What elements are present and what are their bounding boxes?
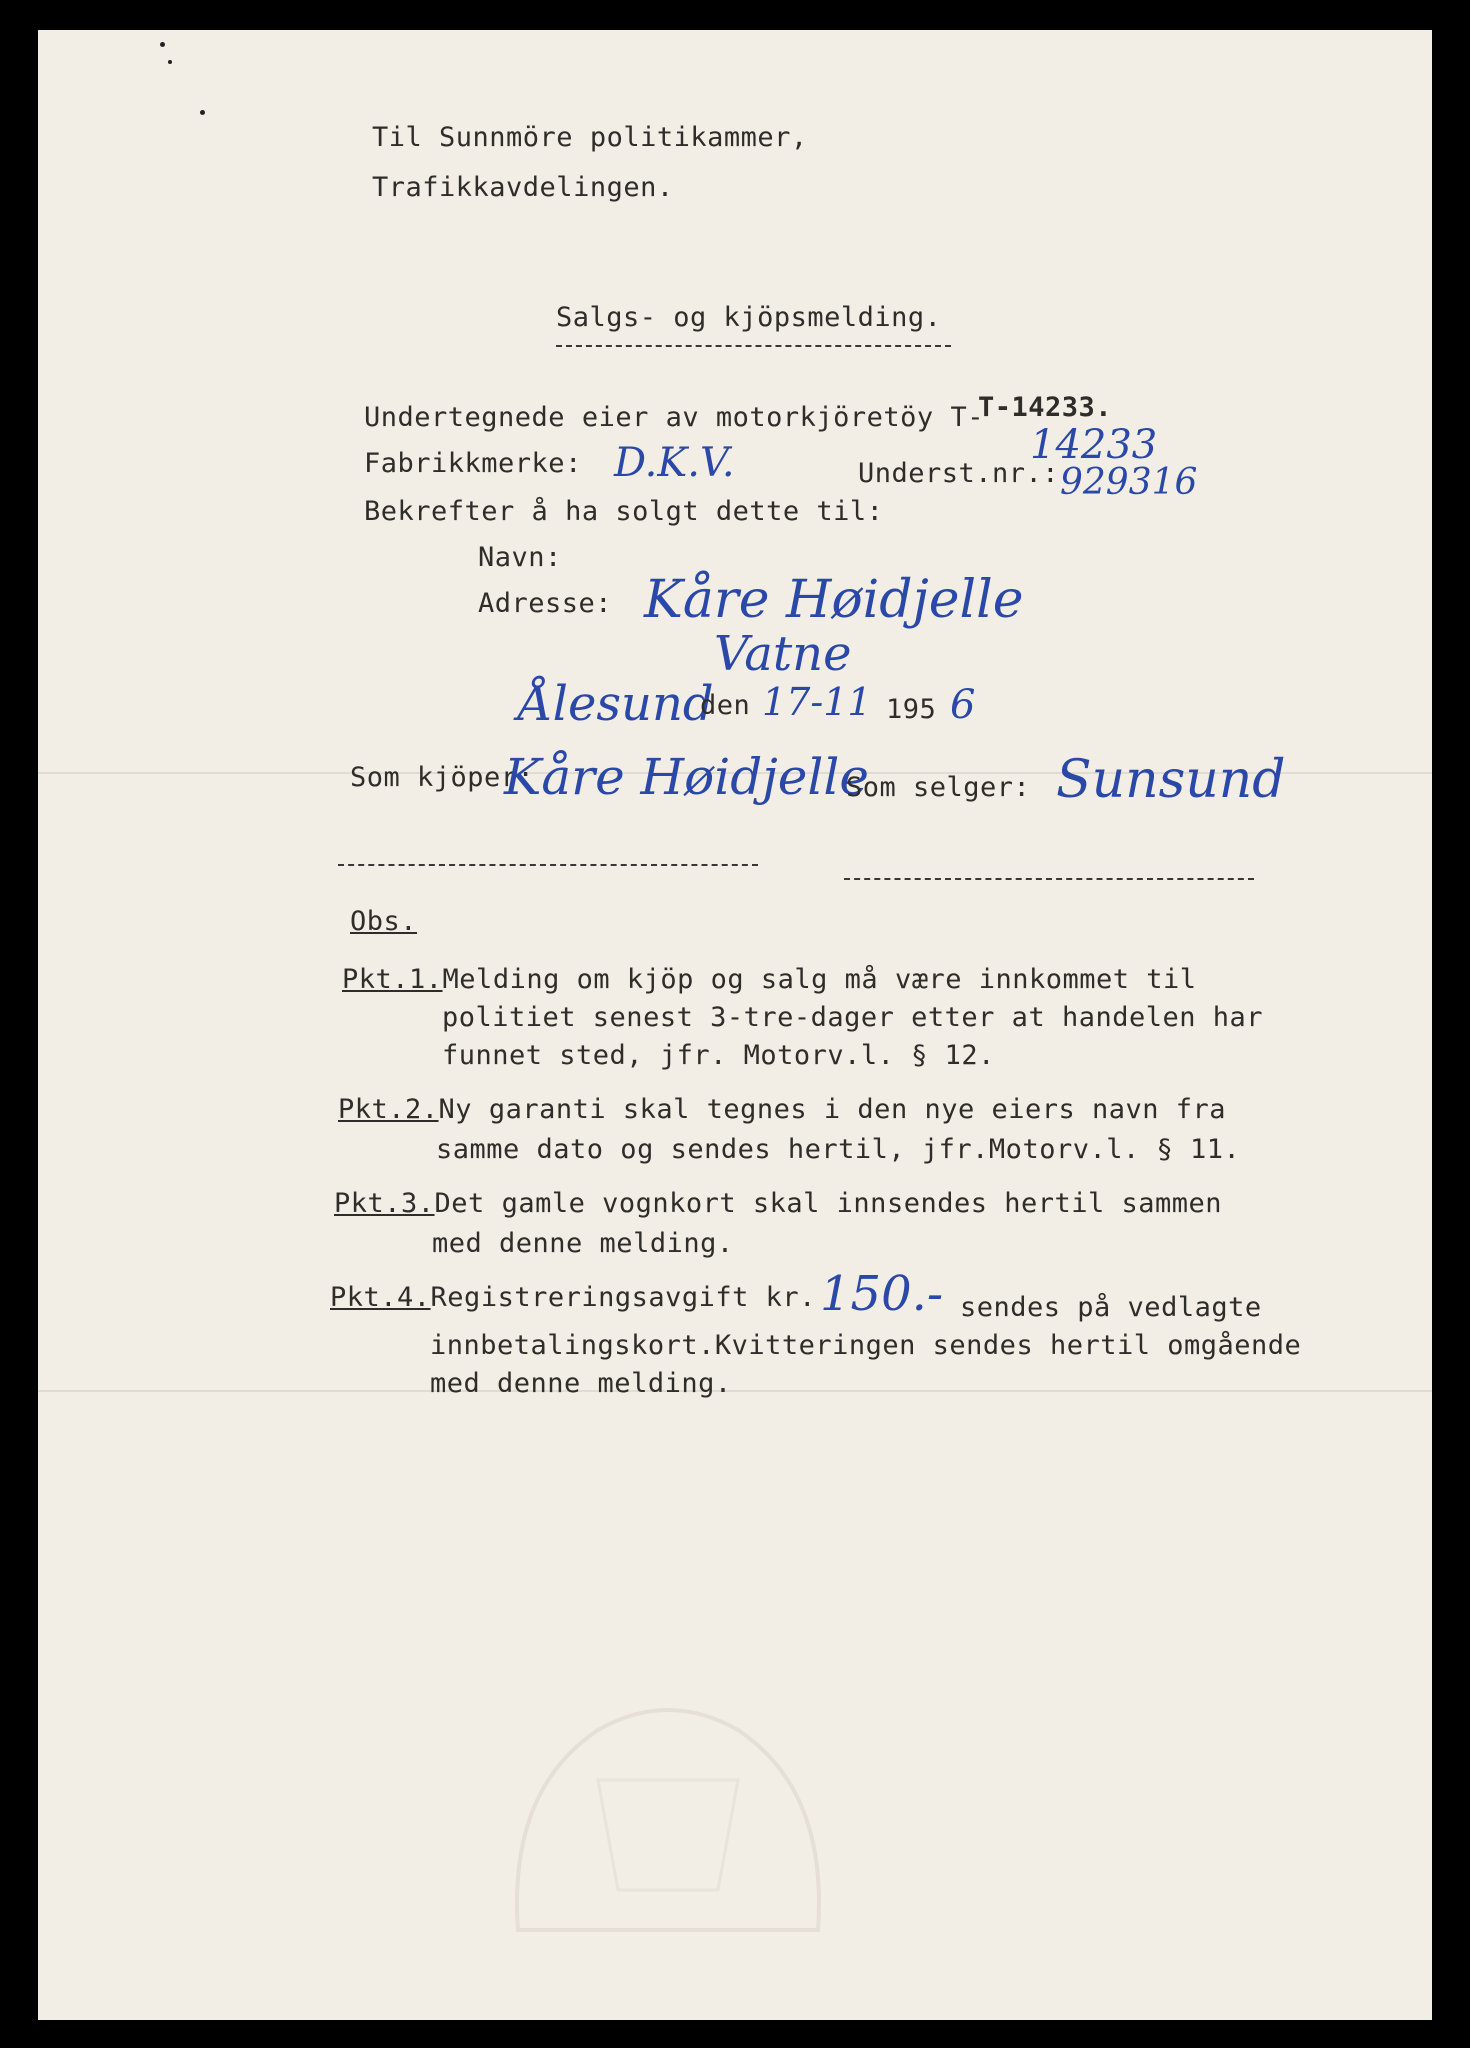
buyer-signature: Kåre Høidjelle	[504, 748, 869, 806]
faint-seal-watermark	[478, 1670, 858, 1970]
chassis-label: Underst.nr.:	[858, 458, 1060, 489]
document-title: Salgs- og kjöpsmelding.	[556, 302, 942, 333]
ink-speck	[160, 42, 165, 47]
note-3-line-1: Det gamle vognkort skal innsendes hertil sammen	[434, 1188, 1223, 1219]
date-label: den	[700, 690, 751, 721]
note-2-label	[338, 1094, 1226, 1125]
owner-plate-handwritten: 14233	[1030, 422, 1158, 468]
year-handwritten: 6	[950, 682, 976, 728]
ink-speck	[200, 110, 205, 115]
note-1-line-1: Melding om kjöp og salg må være innkommet til	[442, 964, 1197, 995]
note-1-label	[342, 964, 1197, 995]
note-2-label-text: Pkt.2.	[338, 1094, 439, 1125]
note-4-line-1b: sendes på vedlagte	[960, 1292, 1262, 1323]
note-4-label-text: Pkt.4.	[330, 1282, 431, 1313]
notes-heading: Obs.	[350, 906, 418, 937]
note-1-line-2: politiet senest 3-tre-dager etter at handelen har	[442, 1002, 1264, 1033]
fold-line	[38, 1390, 1432, 1392]
note-3-label-text: Pkt.3.	[334, 1188, 435, 1219]
note-3-label	[334, 1188, 1222, 1219]
name-label: Navn:	[478, 542, 562, 573]
address-line-2-handwritten: Vatne	[714, 626, 852, 682]
recipient-line-2: Trafikkavdelingen.	[372, 172, 674, 203]
buyer-signature-line	[338, 864, 758, 866]
confirm-label: Bekrefter å ha solgt dette til:	[364, 496, 884, 527]
seller-signature: Sunsund	[1056, 750, 1286, 810]
note-4-line-1a: Registreringsavgift kr.	[430, 1282, 816, 1313]
owner-label: Undertegnede eier av motorkjöretöy T-	[364, 402, 984, 433]
note-4-label	[330, 1282, 816, 1313]
year-printed: 195	[886, 694, 937, 725]
note-2-line-1: Ny garanti skal tegnes i den nye eiers navn fra	[438, 1094, 1227, 1125]
recipient-line-1: Til Sunnmöre politikammer,	[372, 122, 808, 153]
seller-signature-line	[844, 878, 1254, 880]
address-line-1-handwritten: Kåre Høidjelle	[644, 570, 1024, 630]
date-handwritten: 17-11	[762, 680, 872, 724]
make-handwritten: D.K.V.	[614, 440, 735, 486]
chassis-handwritten: 929316	[1060, 462, 1198, 503]
registration-stamp: T-14233.	[978, 392, 1113, 423]
fee-handwritten: 150.-	[820, 1266, 944, 1322]
buyer-label: Som kjöper:	[350, 762, 535, 793]
make-label: Fabrikkmerke:	[364, 448, 582, 479]
note-4-line-2: innbetalingskort.Kvitteringen sendes hertil omgående	[430, 1330, 1302, 1361]
note-3-line-2: med denne melding.	[432, 1228, 734, 1259]
address-label: Adresse:	[478, 588, 613, 619]
note-2-line-2: samme dato og sendes hertil, jfr.Motorv.l. § 11.	[436, 1134, 1241, 1165]
document-page	[38, 30, 1432, 2020]
title-underline	[556, 345, 951, 347]
place-handwritten: Ålesund	[518, 676, 714, 732]
seller-label: Som selger:	[846, 772, 1031, 803]
note-1-label-text: Pkt.1.	[342, 964, 443, 995]
note-4-line-3: med denne melding.	[430, 1368, 732, 1399]
note-1-line-3: funnet sted, jfr. Motorv.l. § 12.	[442, 1040, 995, 1071]
ink-speck	[168, 60, 172, 64]
